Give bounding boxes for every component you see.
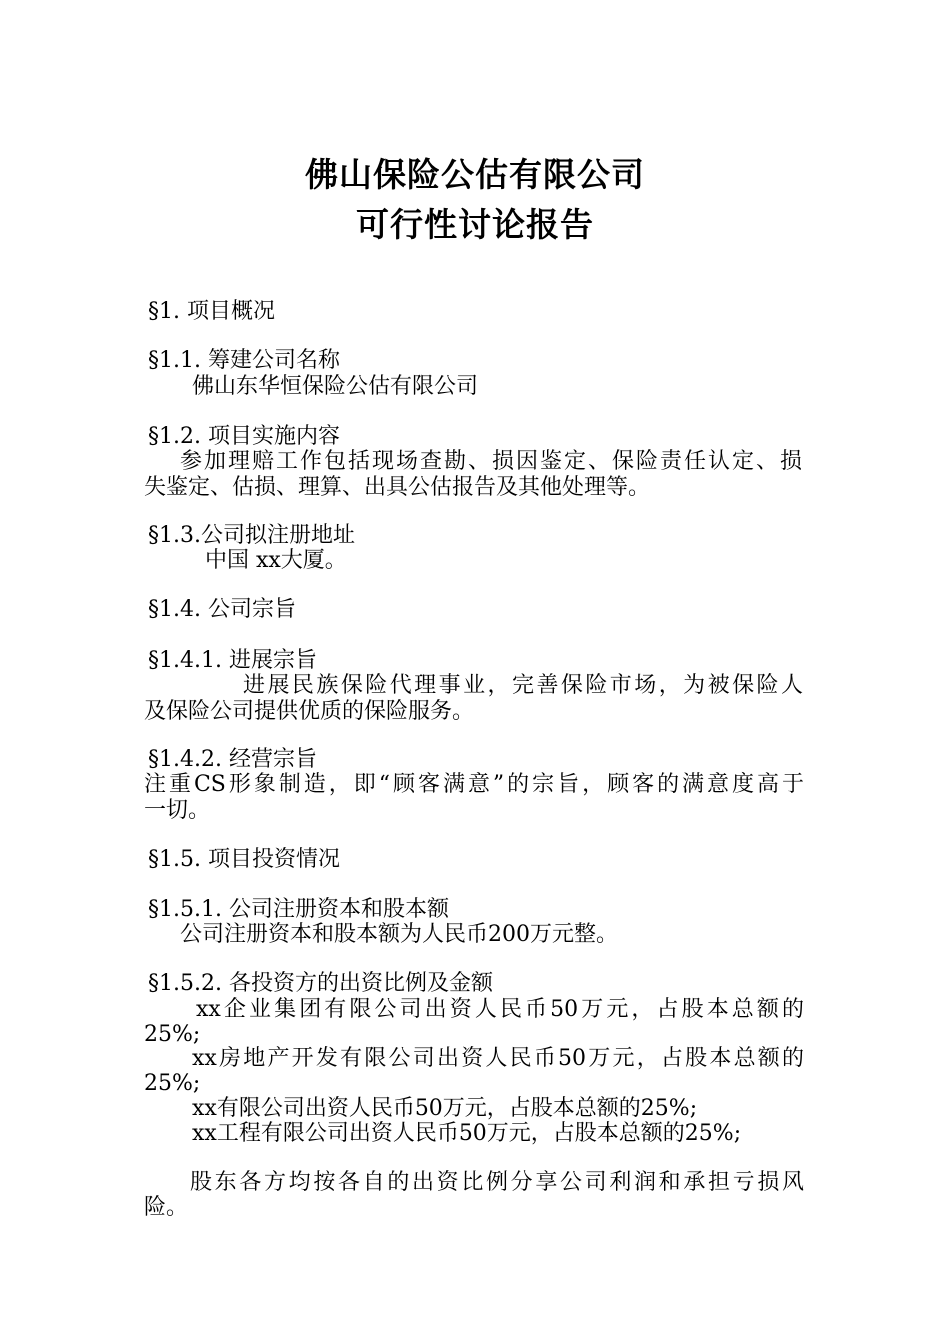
section-heading-1-1: §1.1. 筹建公司名称 xyxy=(148,348,340,373)
investor-line-continued: 25%; xyxy=(144,1022,201,1047)
section-heading-1-4-2: §1.4.2. 经营宗旨 xyxy=(148,747,317,772)
business-purpose-line-1: 注重CS形象制造，即“顾客满意”的宗旨，顾客的满意度高于 xyxy=(144,772,804,797)
profit-sharing-line-2: 险。 xyxy=(144,1195,189,1220)
company-name-text: 佛山东华恒保险公估有限公司 xyxy=(192,374,479,399)
project-content-line-1: 参加理赔工作包括现场查勘、损因鉴定、保险责任认定、损 xyxy=(180,449,802,474)
registered-address-text: 中国 xx大厦。 xyxy=(205,548,347,573)
profit-sharing-line-1: 股东各方均按各自的出资比例分享公司利润和承担亏损风 xyxy=(190,1170,804,1195)
investor-line: xx工程有限公司出资人民币50万元，占股本总额的25%; xyxy=(192,1121,742,1146)
title-line-report: 可行性讨论报告 xyxy=(356,205,594,244)
section-heading-1-4-1: §1.4.1. 进展宗旨 xyxy=(148,648,317,673)
section-heading-1-3: §1.3.公司拟注册地址 xyxy=(148,523,355,548)
section-heading-1-5: §1.5. 项目投资情况 xyxy=(148,847,340,872)
registered-capital-text: 公司注册资本和股本额为人民币200万元整。 xyxy=(180,922,618,947)
investor-line: xx有限公司出资人民币50万元，占股本总额的25%; xyxy=(192,1096,698,1121)
investor-line: xx企业集团有限公司出资人民币50万元，占股本总额的 xyxy=(196,997,804,1022)
investor-line-continued: 25%; xyxy=(144,1071,201,1096)
development-purpose-line-1: 进展民族保险代理事业，完善保险市场，为被保险人 xyxy=(243,673,803,698)
business-purpose-line-2: 一切。 xyxy=(144,798,211,823)
section-heading-1-5-1: §1.5.1. 公司注册资本和股本额 xyxy=(148,897,449,922)
development-purpose-line-2: 及保险公司提供优质的保险服务。 xyxy=(144,699,475,724)
section-heading-1-4: §1.4. 公司宗旨 xyxy=(148,597,296,622)
section-heading-1-5-2: §1.5.2. 各投资方的出资比例及金额 xyxy=(148,971,493,996)
section-heading-1: §1. 项目概况 xyxy=(148,299,275,324)
title-line-company: 佛山保险公估有限公司 xyxy=(305,155,645,194)
section-heading-1-2: §1.2. 项目实施内容 xyxy=(148,424,340,449)
investor-line: xx房地产开发有限公司出资人民币50万元，占股本总额的 xyxy=(192,1046,804,1071)
project-content-line-2: 失鉴定、估损、理算、出具公估报告及其他处理等。 xyxy=(144,475,651,500)
